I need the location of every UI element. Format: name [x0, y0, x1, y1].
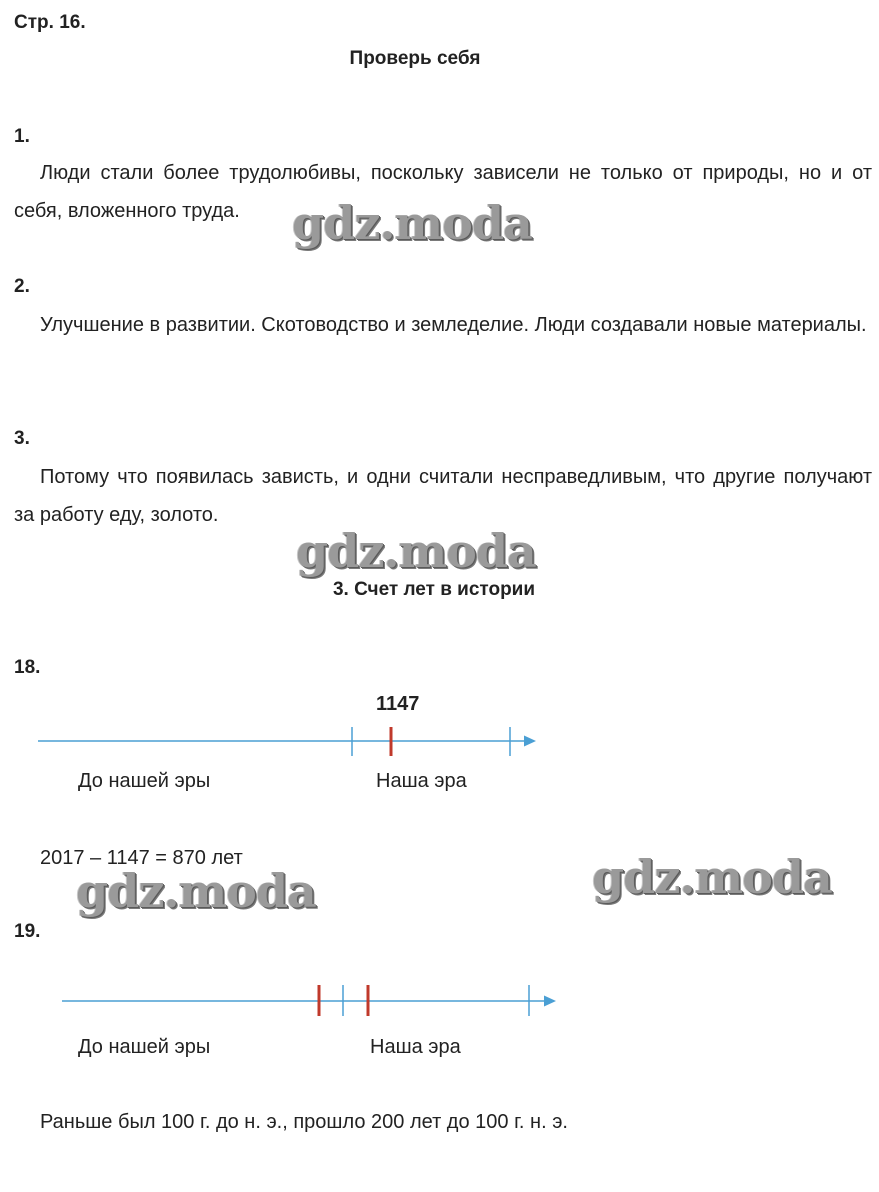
chapter-title: 3. Счет лет в истории [332, 579, 536, 600]
question-number-2: 2. [14, 276, 30, 297]
task-number-19: 19. [14, 921, 41, 942]
timeline-18-arrowhead [524, 736, 536, 747]
answer-2: Улучшение в развитии. Скотоводство и земледелие. Люди создавали новые материалы. [40, 314, 867, 336]
watermark-logo: gdz.moda [292, 196, 532, 250]
timeline-18 [0, 720, 560, 760]
task19-answer: Раньше был 100 г. до н. э., прошло 200 лет до 100 г. н. э. [40, 1111, 568, 1133]
timeline-19-right-label: Наша эра [370, 1036, 461, 1058]
answer-1: Люди стали более трудолюбивы, поскольку зависели не только от природы, но и от себя, вложенного труда. [14, 162, 872, 222]
watermark-logo: gdz.moda [592, 850, 832, 904]
section-title: Проверь себя [349, 48, 481, 69]
timeline-19-arrowhead [544, 996, 556, 1007]
timeline-19-left-label: До нашей эры [78, 1036, 211, 1058]
answer-3: Потому что появилась зависть, и одни считали несправедливым, что другие получают за работу еду, золото. [14, 466, 872, 526]
timeline-18-right-label: Наша эра [376, 770, 467, 792]
task-number-18: 18. [14, 657, 41, 678]
watermark-logo: gdz.moda [296, 524, 536, 578]
timeline-18-left-label: До нашей эры [78, 770, 211, 792]
watermark-logo: gdz.moda [76, 864, 316, 918]
timeline-marker-label: 1147 [376, 693, 420, 715]
task18-calculation: 2017 – 1147 = 870 лет [40, 847, 243, 869]
page-label: Стр. 16. [14, 12, 86, 33]
timeline-19 [0, 982, 570, 1022]
question-number-3: 3. [14, 428, 30, 449]
question-number-1: 1. [14, 126, 30, 147]
